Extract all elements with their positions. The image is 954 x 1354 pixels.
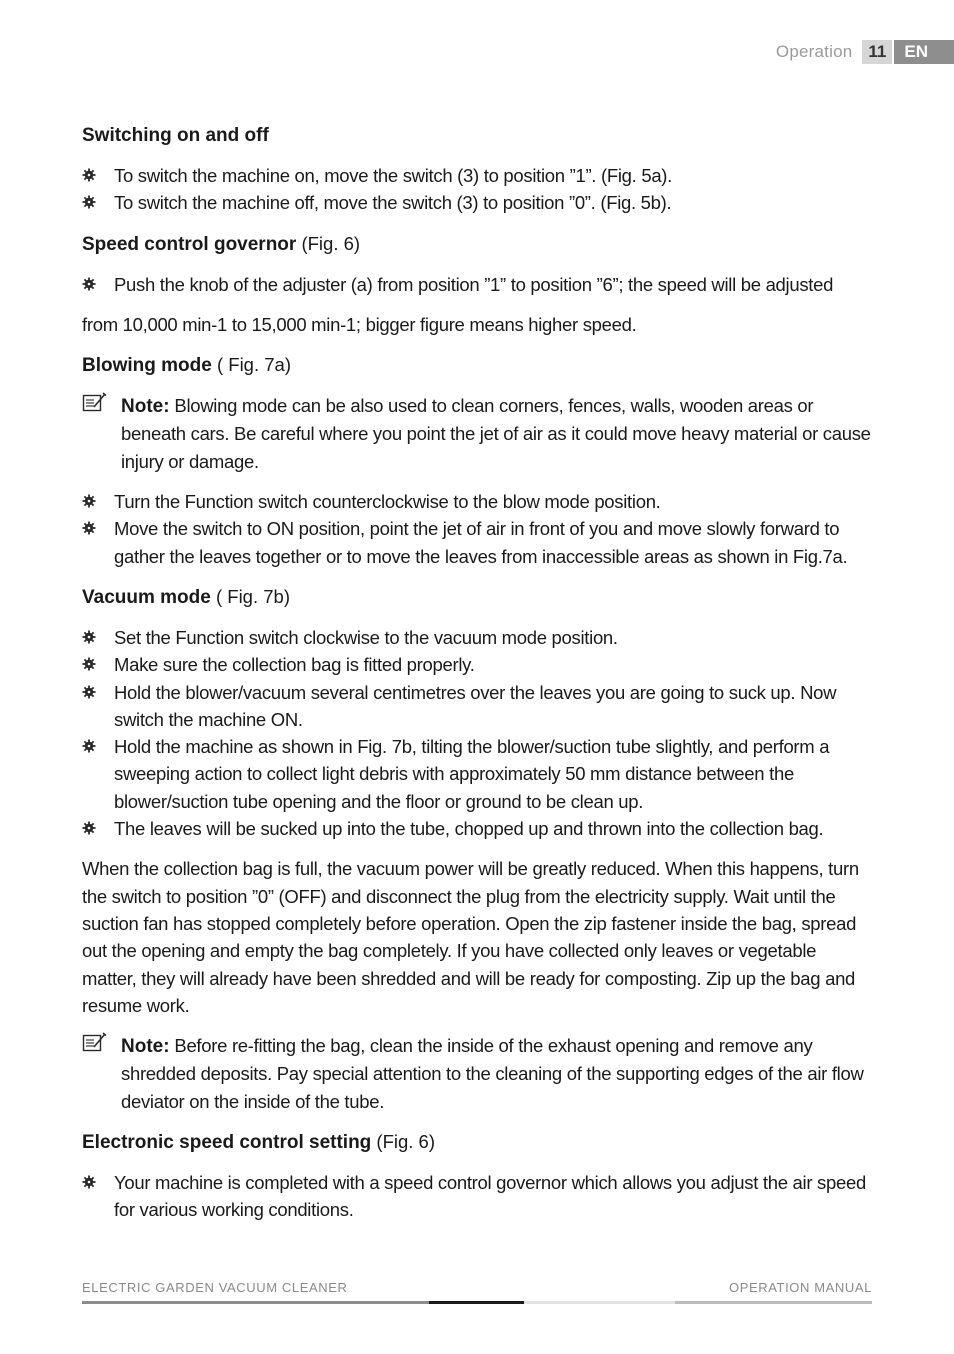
note-icon: [82, 392, 108, 414]
vacuum-paragraph: When the collection bag is full, the vacuum power will be greatly reduced. When this happens, turn the switch to position ”0” (OFF) and disconnect the plug from the electricity supply. Wait until the suction fan has stopped completely before operation. Open the zip fastener inside the bag, spread out the opening and empty the bag completely. If you have collected only leaves or vegetable matter, they will already have been shredded and will be ready for composting. Zip up the bag and resume work.: [82, 858, 859, 1016]
figure-reference: (Fig. 6): [371, 1131, 436, 1153]
footer-divider-segment: [429, 1301, 524, 1304]
figure-reference: (Fig. 6): [296, 232, 361, 254]
note-block-blowing: [82, 392, 872, 475]
list-item: Hold the machine as shown in Fig. 7b, tilting the blower/suction tube slightly, and perform a sweeping action to collect light debris with approximately 50 mm distance between the blower/suction tube opening and the floor or ground to be clean up.: [82, 733, 872, 815]
footer-divider-segment: [675, 1301, 872, 1304]
list-item: Hold the blower/vacuum several centimetres over the leaves you are going to suck up. Now switch the machine ON.: [82, 679, 872, 734]
figure-reference: ( Fig. 7a): [211, 354, 291, 376]
note-block-vacuum: [82, 1032, 872, 1115]
list-item: The leaves will be sucked up into the tube, chopped up and thrown into the collection bag.: [82, 815, 872, 842]
note-text: Blowing mode can be also used to clean corners, fences, walls, wooden areas or beneath cars. Be careful where you point the jet of air as it could move heavy material or cause injury or damage.: [121, 395, 871, 472]
footer-divider-segment: [82, 1301, 429, 1304]
vacuum-list: [82, 624, 872, 842]
blowing-list: [82, 488, 872, 570]
list-item: Push the knob of the adjuster (a) from position ”1” to position ”6”; the speed will be adjusted: [82, 271, 872, 298]
gear-bullet-icon: [82, 168, 96, 182]
list-item: Make sure the collection bag is fitted properly.: [82, 651, 872, 678]
note-label: Note:: [121, 396, 170, 418]
footer-product-name: ELECTRIC GARDEN VACUUM CLEANER: [82, 1280, 348, 1295]
list-item: To switch the machine off, move the switch (3) to position ”0”. (Fig. 5b).: [82, 189, 872, 216]
section-title-vacuum-mode: Vacuum mode ( Fig. 7b): [82, 585, 290, 608]
language-badge: EN: [894, 40, 954, 64]
note-icon: [82, 1032, 108, 1054]
section-title-electronic-speed: Electronic speed control setting (Fig. 6): [82, 1131, 436, 1154]
page-number-badge: 11: [862, 40, 892, 64]
switching-list: [82, 162, 872, 217]
gear-bullet-icon: [82, 630, 96, 644]
gear-bullet-icon: [82, 277, 96, 291]
note-label: Note:: [121, 1036, 170, 1058]
footer-manual-name: OPERATION MANUAL: [729, 1280, 872, 1295]
list-item: To switch the machine on, move the switch (3) to position ”1”. (Fig. 5a).: [82, 162, 872, 189]
list-item: Your machine is completed with a speed control governor which allows you adjust the air speed for various working conditions.: [82, 1169, 872, 1224]
list-item: Move the switch to ON position, point the jet of air in front of you and move slowly forward to gather the leaves together or to move the leaves from inaccessible areas as shown in Fig.7a.: [82, 515, 872, 570]
speed-list: [82, 271, 872, 298]
gear-bullet-icon: [82, 821, 96, 835]
gear-bullet-icon: [82, 739, 96, 753]
electronic-list: [82, 1169, 872, 1224]
note-text: Before re-fitting the bag, clean the inside of the exhaust opening and remove any shredded deposits. Pay special attention to the cleaning of the supporting edges of the air flow deviator on the inside of the tube.: [121, 1035, 864, 1112]
gear-bullet-icon: [82, 685, 96, 699]
gear-bullet-icon: [82, 521, 96, 535]
list-item: Set the Function switch clockwise to the vacuum mode position.: [82, 624, 872, 651]
header-section-title: Operation: [775, 42, 853, 61]
section-title-speed-control: Speed control governor (Fig. 6): [82, 232, 361, 255]
figure-reference: ( Fig. 7b): [210, 585, 290, 607]
section-title-switching: Switching on and off: [82, 125, 269, 146]
footer-divider-segment: [524, 1301, 675, 1304]
section-title-blowing-mode: Blowing mode ( Fig. 7a): [82, 354, 291, 377]
gear-bullet-icon: [82, 494, 96, 508]
gear-bullet-icon: [82, 1175, 96, 1189]
speed-continuation-text: from 10,000 min-1 to 15,000 min-1; bigger figure means higher speed.: [82, 313, 637, 335]
list-item: Turn the Function switch counterclockwise to the blow mode position.: [82, 488, 872, 515]
page-header: [776, 40, 954, 64]
gear-bullet-icon: [82, 657, 96, 671]
main-content: [82, 122, 872, 1237]
gear-bullet-icon: [82, 195, 96, 209]
